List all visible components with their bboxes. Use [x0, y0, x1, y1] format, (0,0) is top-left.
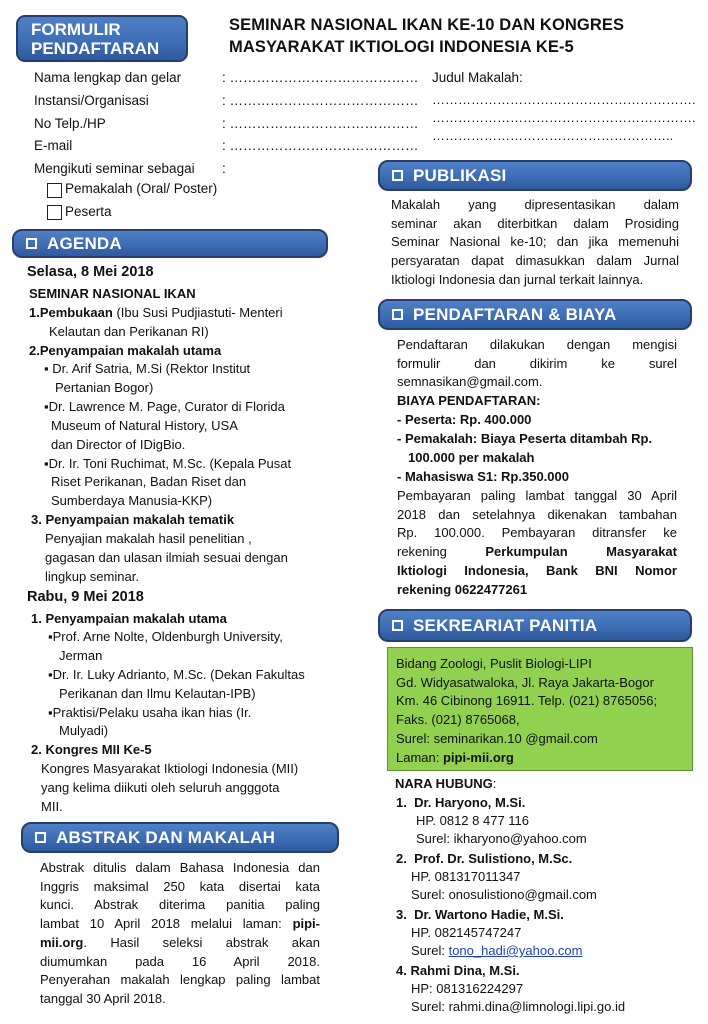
checkbox-bullet-icon	[35, 832, 46, 843]
fee-peserta: - Peserta: Rp. 400.000	[397, 412, 532, 427]
sek-laman-link[interactable]: pipi-mii.org	[442, 749, 514, 765]
speaker2-cont1: Museum of Natural History, USA	[51, 418, 238, 433]
agenda-item1-cont: Kelautan dan Perikanan RI)	[49, 324, 209, 339]
day2-speaker1: ▪Prof. Arne Nolte, Oldenburgh University,	[48, 629, 283, 644]
form-field-mengikuti	[34, 161, 226, 176]
day2-speaker2: ▪Dr. Ir. Luky Adrianto, M.Sc. (Dekan Fakultas	[48, 667, 305, 682]
contact-name: Dr. Wartono Hadie, M.Si.	[414, 907, 564, 922]
abstrak-line7: Penyerahan makalah lengkap paling lambat	[40, 972, 320, 988]
sek-line3: Km. 46 Cibinong 16911. Telp. (021) 8765056;	[396, 693, 658, 709]
abstrak-line1: Abstrak ditulis dalam Bahasa Indonesia dan	[40, 860, 320, 875]
field-dots[interactable]: : ……………………………………	[222, 93, 419, 108]
publikasi-line2: seminar akan diterbitkan dalam Prosiding	[391, 215, 679, 231]
title-line2: MASYARAKAT IKTIOLOGI INDONESIA KE-5	[229, 38, 574, 56]
sek-line2: Gd. Widyasatwaloka, Jl. Raya Jakarta-Bogor	[396, 674, 654, 690]
form-field-telp[interactable]	[34, 116, 419, 131]
item3-line2: gagasan dan ulasan ilmiah sesuai dengan	[45, 550, 288, 565]
contact-name: Dr. Haryono, M.Si.	[414, 795, 526, 810]
contact-4-name	[396, 962, 520, 980]
publikasi-line5: Iktiologi Indonesia dan jurnal terkait lainnya.	[391, 271, 644, 287]
abstrak-line6: diumumkan pada 16 April 2018.	[40, 953, 320, 969]
field-dots[interactable]: : ……………………………………	[222, 70, 419, 85]
biaya-sub: BIAYA PENDAFTARAN:	[397, 393, 541, 408]
abstrak-line4	[40, 915, 320, 934]
agenda-day2: Rabu, 9 Mei 2018	[27, 589, 144, 605]
abstrak-l4-link[interactable]: pipi-	[292, 916, 320, 932]
speaker2: ▪Dr. Lawrence M. Page, Curator di Florida	[44, 399, 285, 414]
speaker3: ▪Dr. Ir. Toni Ruchimat, M.Sc. (Kepala Pusat	[44, 456, 292, 471]
publikasi-body	[391, 196, 679, 290]
contact-1-hp[interactable]: HP. 0812 8 477 116	[416, 813, 530, 828]
judul-line-3[interactable]: ………………………………………………..	[432, 128, 674, 143]
item1-label: 1.Pembukaan	[29, 305, 113, 320]
agenda-item3: 3. Penyampaian makalah tematik	[31, 512, 235, 527]
nara-hubung-heading	[395, 775, 496, 793]
sek-line4: Faks. (021) 8765068,	[396, 712, 520, 728]
option-label-pemakalah: Pemakalah (Oral/ Poster)	[65, 181, 218, 196]
contact-1-name	[396, 794, 525, 812]
day2-item2: 2. Kongres MII Ke-5	[31, 742, 152, 757]
publikasi-line4: persyaratan dapat dimasukkan dalam Jurnal	[391, 253, 679, 269]
publikasi-heading	[378, 160, 692, 191]
contact-3-hp[interactable]: HP. 082145747247	[411, 925, 522, 940]
speaker1: ▪ Dr. Arif Satria, M.Si (Rektor Institut	[44, 361, 251, 376]
contact-name: Prof. Dr. Sulistiono, M.Sc.	[414, 851, 573, 866]
field-label: Nama lengkap dan gelar	[34, 70, 182, 85]
item3-line1: Penyajian makalah hasil penelitian ,	[45, 531, 252, 546]
agenda-item2: 2.Penyampaian makalah utama	[29, 343, 222, 358]
contact-3-email-link[interactable]: tono_hadi@yahoo.com	[448, 943, 583, 958]
judul-label: Judul Makalah:	[432, 70, 523, 85]
sekretariat-heading-text: SEKREARIAT PANITIA	[413, 615, 598, 635]
payment-line3: Rp. 100.000. Pembayaran ditransfer ke	[397, 525, 677, 541]
speaker1-cont: Pertanian Bogor)	[55, 380, 154, 395]
checkbox-pemakalah[interactable]	[47, 183, 62, 198]
sekretariat-address-box	[387, 647, 693, 771]
speaker2-cont2: dan Director of IDigBio.	[51, 437, 186, 452]
agenda-heading	[12, 229, 328, 258]
nara-hubung-label: NARA HUBUNG	[395, 776, 493, 791]
contact-num: 2.	[396, 851, 407, 866]
biaya-line1: Pendaftaran dilakukan dengan mengisi	[397, 337, 677, 352]
abstrak-line5	[40, 934, 320, 953]
abstrak-line3: kunci. Abstrak diterima panitia paling	[40, 897, 320, 913]
abstrak-line2: Inggris maksimal 250 kata disertai kata	[40, 878, 320, 894]
contact-name: Rahmi Dina, M.Si.	[410, 963, 520, 978]
item1-text: (Ibu Susi Pudjiastuti- Menteri	[112, 305, 283, 320]
payment-l4b: Perkumpulan Masyarakat	[485, 544, 677, 560]
field-label: E-mail	[34, 138, 73, 153]
speaker3-cont2: Sumberdaya Manusia-KKP)	[51, 493, 213, 508]
checkbox-peserta[interactable]	[47, 205, 62, 220]
agenda-day1: Selasa, 8 Mei 2018	[27, 264, 154, 280]
day2-speaker2-cont: Perikanan dan Ilmu Kelautan-IPB)	[59, 686, 256, 701]
formulir-pendaftaran-badge	[16, 15, 188, 62]
form-field-instansi[interactable]	[34, 93, 419, 108]
agenda-heading-text: AGENDA	[47, 233, 122, 253]
contact-3-surel	[411, 942, 582, 960]
judul-line-1[interactable]: …………………………………………………….	[432, 92, 696, 107]
sek-line1: Bidang Zoologi, Puslit Biologi-LIPI	[396, 656, 592, 671]
nara-hubung-colon: :	[492, 776, 497, 791]
fee-pemakalah: - Pemakalah: Biaya Peserta ditambah Rp.	[397, 431, 653, 446]
checkbox-bullet-icon	[392, 170, 403, 181]
biaya-line2: formulir dan dikirim ke surel	[397, 355, 677, 371]
option-label-peserta: Peserta	[65, 204, 112, 219]
sekretariat-heading	[378, 609, 692, 642]
payment-line2: 2018 dan setelahnya dikenakan tambahan	[397, 506, 677, 522]
agenda-day1-sub: SEMINAR NASIONAL IKAN	[29, 286, 196, 301]
agenda-item1	[29, 304, 283, 323]
publikasi-line1: Makalah yang dipresentasikan dalam	[391, 197, 679, 212]
abstrak-l5b: . Hasil seleksi abstrak akan	[83, 934, 320, 950]
publikasi-line3: Seminar Nasional ke-10; dan jika memenuhi	[391, 234, 679, 250]
kongres-line1: Kongres Masyarakat Iktiologi Indonesia (MII)	[41, 761, 299, 776]
sek-laman-label: Laman:	[396, 749, 443, 765]
fee-pemakalah-cont: 100.000 per makalah	[408, 450, 535, 465]
day2-speaker3-cont: Mulyadi)	[59, 723, 109, 738]
page-title	[229, 14, 624, 58]
fee-mahasiswa: - Mahasiswa S1: Rp.350.000	[397, 469, 569, 484]
checkbox-bullet-icon	[392, 620, 403, 631]
formulir-line1: FORMULIR	[31, 20, 121, 39]
item3-line3: lingkup seminar.	[45, 569, 139, 584]
abstrak-body	[40, 859, 320, 1009]
biaya-email[interactable]: semnasikan@gmail.com.	[397, 374, 543, 390]
biaya-heading	[378, 299, 692, 330]
form-field-email[interactable]	[34, 138, 419, 153]
sek-line5[interactable]: Surel: seminarikan.10 @gmail.com	[396, 730, 598, 746]
payment-line1: Pembayaran paling lambat tanggal 30 April	[397, 488, 677, 503]
abstrak-heading-text: ABSTRAK DAN MAKALAH	[56, 827, 276, 847]
field-dots[interactable]: : ……………………………………	[222, 138, 419, 153]
checkbox-bullet-icon	[26, 238, 37, 249]
title-line1: SEMINAR NASIONAL IKAN KE-10 DAN KONGRES	[229, 16, 625, 34]
abstrak-l4a: lambat 10 April 2018 melalui laman:	[40, 916, 282, 932]
field-colon: :	[222, 161, 226, 176]
payment-line4	[397, 543, 677, 562]
contact-num: 3.	[396, 907, 407, 922]
contact-4-hp[interactable]: HP: 081316224297	[411, 981, 524, 996]
kongres-line2: yang kelima diikuti oleh seluruh angggota	[41, 780, 280, 795]
publikasi-heading-text: PUBLIKASI	[413, 165, 507, 185]
kongres-line3: MII.	[41, 799, 63, 814]
checkbox-bullet-icon	[392, 309, 403, 320]
payment-l4a: rekening	[397, 544, 447, 560]
contact-1-surel[interactable]: Surel: ikharyono@yahoo.com	[416, 831, 587, 846]
form-field-nama[interactable]	[34, 70, 419, 85]
contact-num: 1.	[396, 795, 407, 810]
payment-line5: Iktiologi Indonesia, Bank BNI Nomor	[397, 562, 677, 578]
abstrak-line8: tanggal 30 April 2018.	[40, 990, 166, 1006]
contact-3-name	[396, 906, 564, 924]
contact-4-surel[interactable]: Surel: rahmi.dina@limnologi.lipi.go.id	[411, 999, 626, 1014]
payment-line6: rekening 0622477261	[397, 581, 528, 597]
formulir-line2: PENDAFTARAN	[31, 39, 160, 58]
abstrak-heading	[21, 822, 339, 853]
field-label: Mengikuti seminar sebagai	[34, 161, 195, 176]
surel-label: Surel:	[411, 943, 449, 958]
field-label: Instansi/Organisasi	[34, 93, 149, 108]
biaya-heading-text: PENDAFTARAN & BIAYA	[413, 304, 617, 324]
day2-speaker1-cont: Jerman	[59, 648, 103, 663]
day2-item1: 1. Penyampaian makalah utama	[31, 611, 227, 626]
judul-line-2[interactable]: …………………………………………………….	[432, 110, 696, 125]
contact-2-hp[interactable]: HP. 081317011347	[411, 869, 521, 884]
field-dots[interactable]: : ……………………………………	[222, 116, 419, 131]
abstrak-l5-link[interactable]: mii.org	[40, 934, 84, 950]
sek-line6	[396, 749, 684, 768]
biaya-payment	[397, 487, 677, 599]
contact-2-name	[396, 850, 572, 868]
biaya-intro	[397, 336, 677, 392]
contact-2-surel[interactable]: Surel: onosulistiono@gmail.com	[411, 887, 597, 902]
field-label: No Telp./HP	[34, 116, 106, 131]
day2-speaker3: ▪Praktisi/Pelaku usaha ikan hias (Ir.	[48, 705, 252, 720]
contact-num: 4.	[396, 963, 407, 978]
speaker3-cont1: Riset Perikanan, Badan Riset dan	[51, 474, 247, 489]
